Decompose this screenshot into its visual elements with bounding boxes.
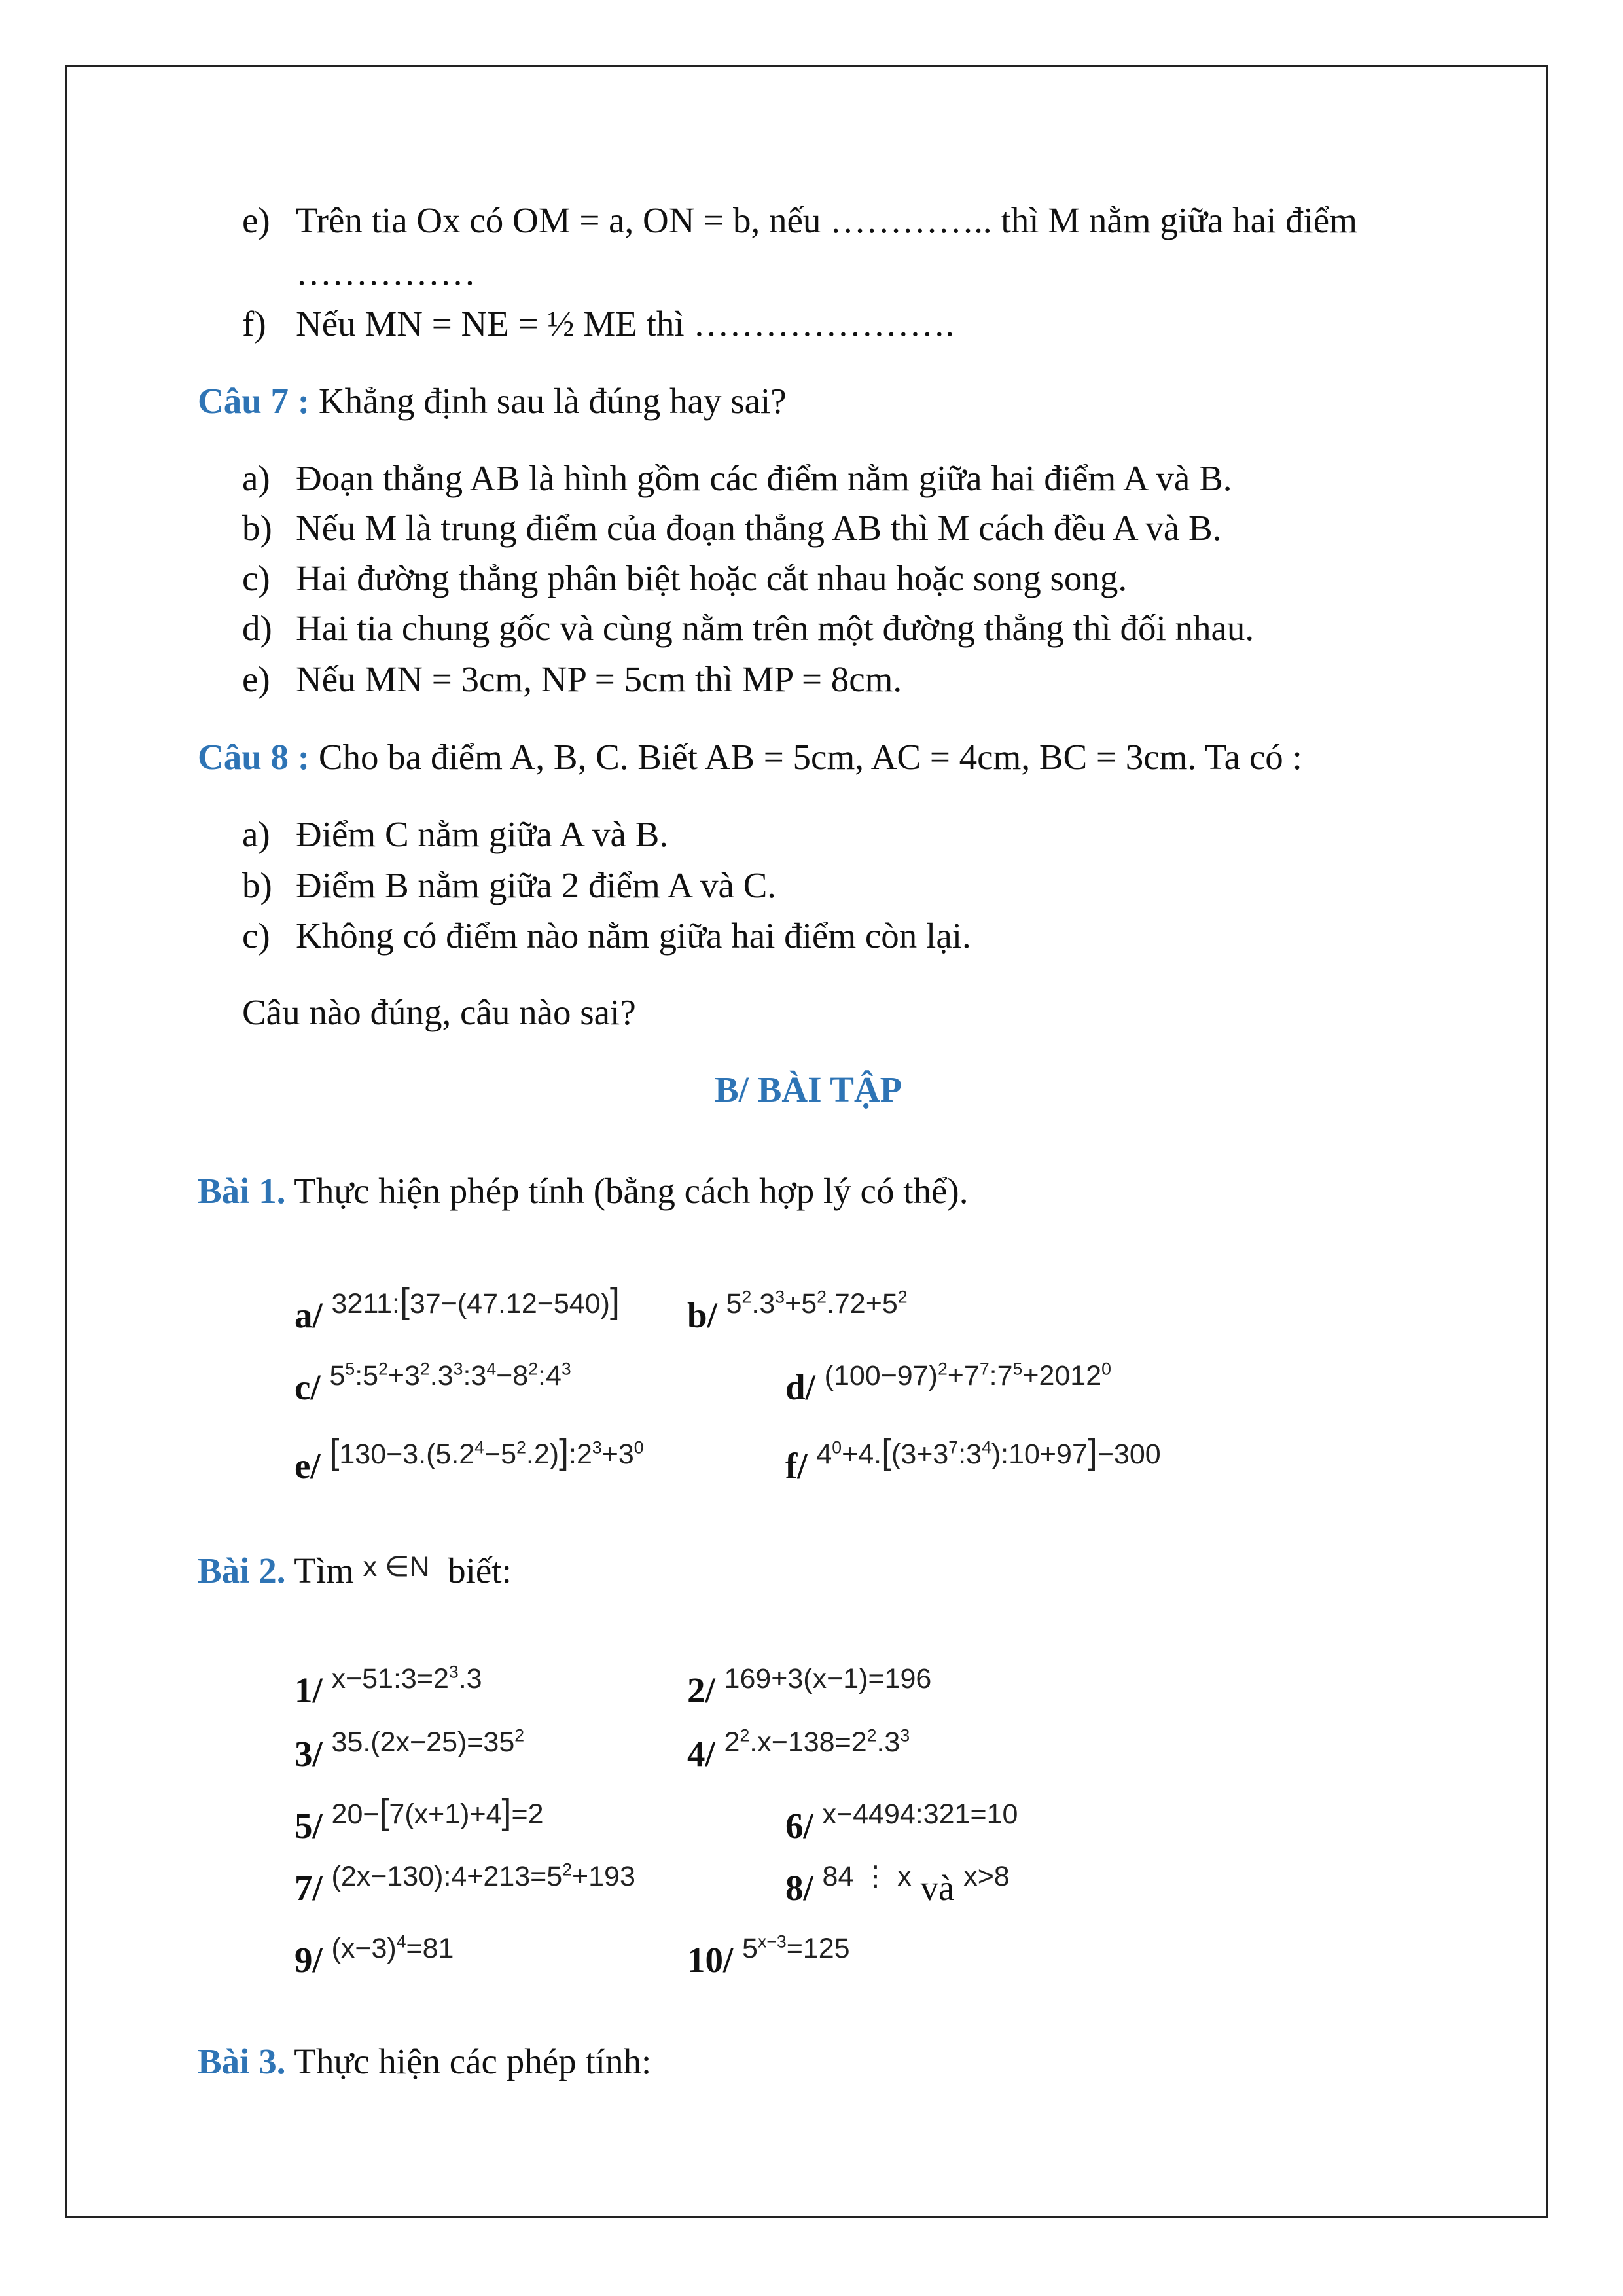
cau7-heading (198, 378, 787, 424)
item-f-text: Nếu MN = NE = ½ ME thì …………………. (296, 304, 955, 344)
item-e-continuation: …………… (296, 253, 476, 293)
bai1-expr-b: b/ $^{5^2.3^3+5^2.72+5^2}$ (687, 1287, 908, 1335)
bai2-eq-7: 7/ $^{(2x-130):4+213=5^2+193}$ (294, 1859, 635, 1908)
cau7-text: Khẳng định sau là đúng hay sai? (310, 381, 787, 421)
bai2-eq-8: 8/ $^{84 ⋮ x}$ và $^{x>8}$ (785, 1861, 1010, 1908)
item-f-marker: f) (242, 304, 266, 344)
bai1-expr-e: e/ $^{[130-3.(5.2^4-5^2.2)]:2^3+3^0}$ (294, 1432, 644, 1486)
bai2-label: Bài 2. (198, 1551, 286, 1590)
bai1-expr-d: d/ $^{(100-97)^2+7^7:7^5+2012^0}$ (785, 1359, 1111, 1407)
cau8-item-a-text: Điểm C nằm giữa A và B. (296, 814, 669, 854)
cau7-item-e-marker: e) (242, 659, 270, 699)
bai2-eq-1: 1/ $^{x-51:3=2^3.3}$ (294, 1662, 482, 1710)
bai2-eq-10: 10/ $^{5^{x-3}=125}$ (687, 1931, 850, 1980)
cau8-item-a-marker: a) (242, 814, 270, 854)
bai1-expr-c: c/ $^{5^5:5^2+3^2.3^3:3^4-8^2:4^3}$ (294, 1359, 571, 1407)
cau8-item-b-marker: b) (242, 865, 272, 905)
cau7-item-d-marker: d) (242, 608, 272, 648)
cau7-item-a-text: Đoạn thẳng AB là hình gồm các điểm nằm giữa hai điểm A và B. (296, 458, 1232, 498)
bai2-heading: Bài 2. Tìm x ∈N biết: (198, 1551, 512, 1590)
cau7-item-d-text: Hai tia chung gốc và cùng nằm trên một đường thẳng thì đối nhau. (296, 608, 1255, 648)
cau7-item-b-marker: b) (242, 508, 272, 548)
bai1-expr-f: f/ $^{4^0+4.[(3+3^7:3^4):10+97]-300}$ (785, 1432, 1161, 1486)
section-b-title: B/ BÀI TẬP (715, 1069, 902, 1109)
cau8-label: Câu 8 : (198, 737, 310, 777)
cau7-item-e-text: Nếu MN = 3cm, NP = 5cm thì MP = 8cm. (296, 659, 902, 699)
cau8-question: Câu nào đúng, câu nào sai? (242, 992, 636, 1032)
bai1-label: Bài 1. (198, 1171, 286, 1211)
cau7-item-c-marker: c) (242, 558, 270, 598)
cau8-item-c-text: Không có điểm nào nằm giữa hai điểm còn lại. (296, 916, 971, 956)
bai1-text: Thực hiện phép tính (bằng cách hợp lý có thể). (285, 1171, 969, 1211)
bai3-heading (198, 2039, 651, 2085)
item-e-text: Trên tia Ox có OM = a, ON = b, nếu ………….. thì M nằm giữa hai điểm (296, 200, 1357, 240)
cau7-item-c-text: Hai đường thẳng phân biệt hoặc cắt nhau hoặc song song. (296, 558, 1128, 598)
item-e-marker: e) (242, 200, 270, 240)
bai1-expr-a: a/ $^{3211:[37-(47.12-540)]}$ (294, 1282, 620, 1335)
bai2-eq-6: 6/ $^{x-4494:321=10}$ (785, 1799, 1018, 1846)
bai3-text: Thực hiện các phép tính: (285, 2041, 652, 2081)
cau8-item-b-text: Điểm B nằm giữa 2 điểm A và C. (296, 865, 777, 905)
cau7-item-a-marker: a) (242, 458, 270, 498)
cau8-item-c-marker: c) (242, 916, 270, 956)
cau7-label: Câu 7 : (198, 381, 310, 421)
cau8-heading (198, 734, 1302, 780)
bai2-eq-3: 3/ $^{35.(2x-25)=35^2}$ (294, 1725, 525, 1774)
bai1-heading (198, 1168, 968, 1214)
bai2-eq-5: 5/ $^{20-[7(x+1)+4]=2}$ (294, 1792, 544, 1846)
bai2-eq-4: 4/ $^{2^2.x-138=2^2.3^3}$ (687, 1725, 910, 1774)
cau8-text: Cho ba điểm A, B, C. Biết AB = 5cm, AC = 4cm, BC = 3cm. Ta có : (310, 737, 1302, 777)
bai2-eq-9: 9/ $^{(x-3)^4=81}$ (294, 1931, 454, 1980)
bai2-eq-2: 2/ $^{169+3(x-1)=196}$ (687, 1663, 932, 1710)
cau7-item-b-text: Nếu M là trung điểm của đoạn thẳng AB thì M cách đều A và B. (296, 508, 1222, 548)
bai3-label: Bài 3. (198, 2041, 286, 2081)
set-expression: x ∈N (363, 1551, 430, 1583)
